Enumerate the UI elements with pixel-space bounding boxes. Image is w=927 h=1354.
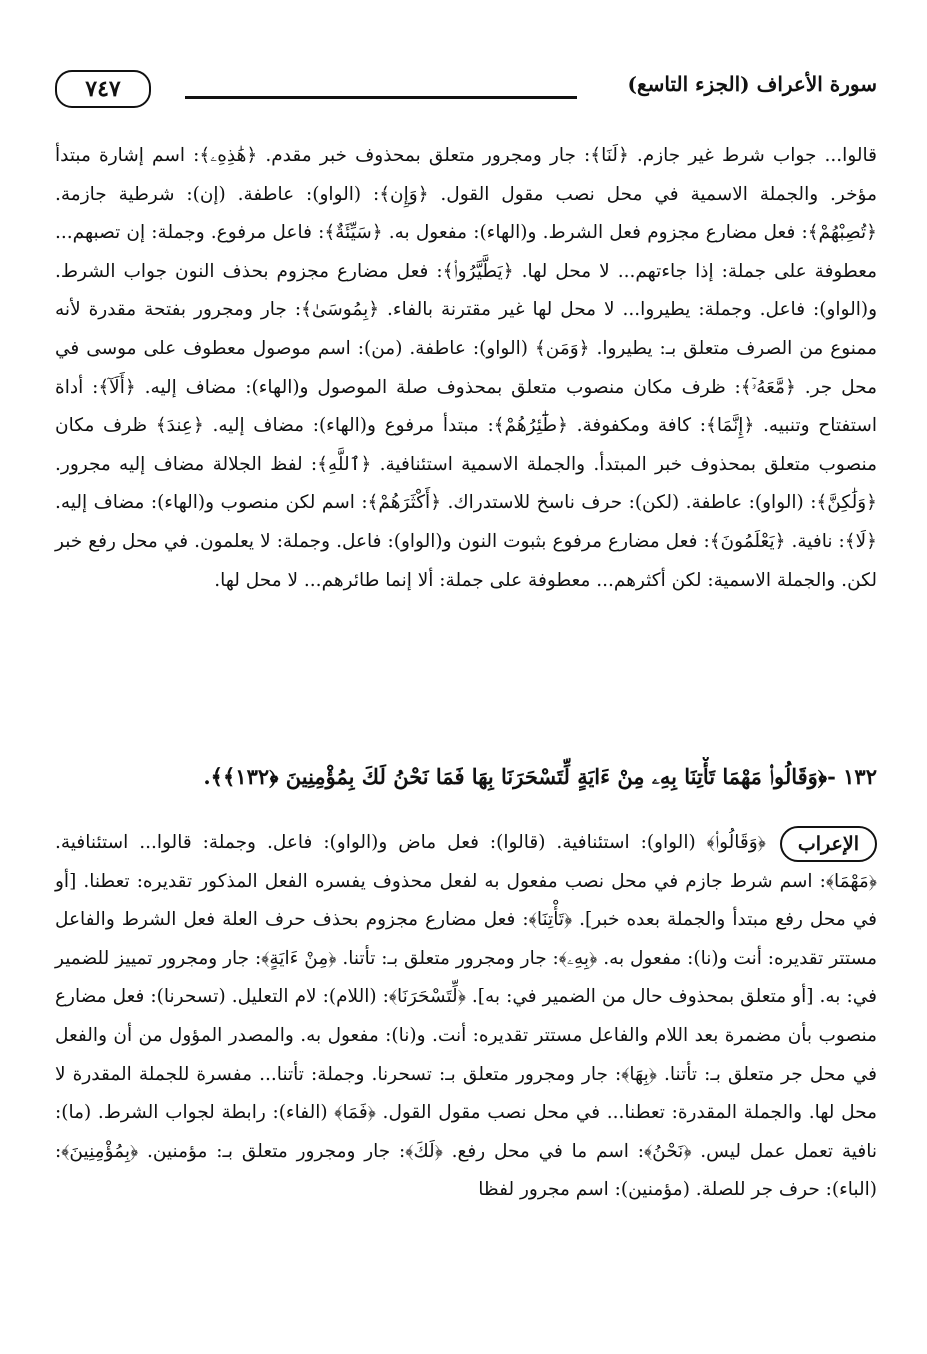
page-number: ٧٤٧: [55, 70, 151, 108]
quran-verse: ١٣٢ -﴿وَقَالُوا۟ مَهْمَا تَأْتِنَا بِهِۦ مِنْ ءَايَةٍ لِّتَسْحَرَنَا بِهَا فَمَا نَحْنُ لَكَ بِمُؤْمِنِينَ ﴿١٣٢﴾﴾.: [203, 764, 877, 789]
commentary-paragraph-2: [55, 824, 877, 1210]
surah-title: سورة الأعراف (الجزء التاسع): [627, 72, 877, 96]
irab-badge: الإعراب: [780, 826, 877, 862]
header-rule: [185, 96, 577, 99]
page-header: [55, 70, 877, 110]
irab-text: ﴿وَقَالُوا۟﴾ (الواو): استئنافية. (قالوا): فعل ماض و(الواو): فاعل. وجملة: قالوا... استئنافية. ﴿مَهْمَا﴾: اسم شرط جازم في محل نصب مفعول به لفعل محذوف يفسره الفعل المذكور تقديره: تعطنا. [أو في محل رفع مبتدأ والجملة بعده خبر]. ﴿تَأْتِنَا﴾: فعل مضارع مجزوم بحذف حرف العلة فعل الشرط والفاعل مستتر تقديره: أنت و(نا): مفعول به. ﴿بِهِۦ﴾: جار ومجرور متعلق بـ: تأتنا. ﴿مِنْ ءَايَةٍ﴾: جار ومجرور تمييز للضمير في: به. [أو متعلق بمحذوف حال من الضمير في: به]. ﴿لِّتَسْحَرَنَا﴾: (اللام): لام التعليل. (تسحرنا): فعل مضارع منصوب بأن مضمرة بعد اللام والفاعل مستتر تقديره: أنت. و(نا): مفعول به. والمصدر المؤول من أن والفعل في محل جر متعلق بـ: تأتنا. ﴿بِهَا﴾: جار ومجرور متعلق بـ: تسحرنا. وجملة: تأتنا... مفسرة للجملة المقدرة لا محل لها. والجملة المقدرة: تعطنا... في محل نصب مقول القول. ﴿فَمَا﴾ (الفاء): رابطة لجواب الشرط. (ما): نافية تعمل عمل ليس. ﴿نَحْنُ﴾: اسم ما في محل رفع. ﴿لَكَ﴾: جار ومجرور متعلق بـ: مؤمنين. ﴿بِمُؤْمِنِينَ﴾: (الباء): حرف جر للصلة. (مؤمنين): اسم مجرور لفظا: [55, 832, 877, 1201]
commentary-paragraph-1: قالوا... جواب شرط غير جازم. ﴿لَنَا﴾: جار ومجرور متعلق بمحذوف خبر مقدم. ﴿هَٰذِهِۦ﴾: اسم إشارة مبتدأ مؤخر. والجملة الاسمية في محل نصب مقول القول. ﴿وَإِن﴾: (الواو): عاطفة. (إن): شرطية جازمة. ﴿تُصِبْهُمْ﴾: فعل مضارع مجزوم فعل الشرط. و(الهاء): مفعول به. ﴿سَيِّئَةٌ﴾: فاعل مرفوع. وجملة: إن تصبهم... معطوفة على جملة: إذا جاءتهم... لا محل لها. ﴿يَطَّيَّرُوا۟﴾: فعل مضارع مجزوم بحذف النون جواب الشرط. و(الواو): فاعل. وجملة: يطيروا... لا محل لها غير مقترنة بالفاء. ﴿بِمُوسَىٰ﴾: جار ومجرور بفتحة مقدرة لأنه ممنوع من الصرف متعلق بـ: يطيروا. ﴿وَمَن﴾ (الواو): عاطفة. (من): اسم موصول معطوف على موسى في محل جر. ﴿مَّعَهُۥٓ﴾: ظرف مكان منصوب متعلق بمحذوف صلة الموصول و(الهاء): مضاف إليه. ﴿أَلَآ﴾: أداة استفتاح وتنبيه. ﴿إِنَّمَا﴾: كافة ومكفوفة. ﴿طَٰٓئِرُهُمْ﴾: مبتدأ مرفوع و(الهاء): مضاف إليه. ﴿عِندَ﴾ ظرف مكان منصوب متعلق بمحذوف خبر المبتدأ. والجملة الاسمية استئنافية. ﴿ٱللَّهِ﴾: لفظ الجلالة مضاف إليه مجرور. ﴿وَلَٰكِنَّ﴾: (الواو): عاطفة. (لكن): حرف ناسخ للاستدراك. ﴿أَكْثَرَهُمْ﴾: اسم لكن منصوب و(الهاء): مضاف إليه. ﴿لَا﴾: نافية. ﴿يَعْلَمُونَ﴾: فعل مضارع مرفوع بثبوت النون و(الواو): فاعل. وجملة: لا يعلمون. في محل رفع خبر لكن. والجملة الاسمية: لكن أكثرهم... معطوفة على جملة: ألا إنما طائرهم... لا محل لها.: [55, 145, 878, 591]
